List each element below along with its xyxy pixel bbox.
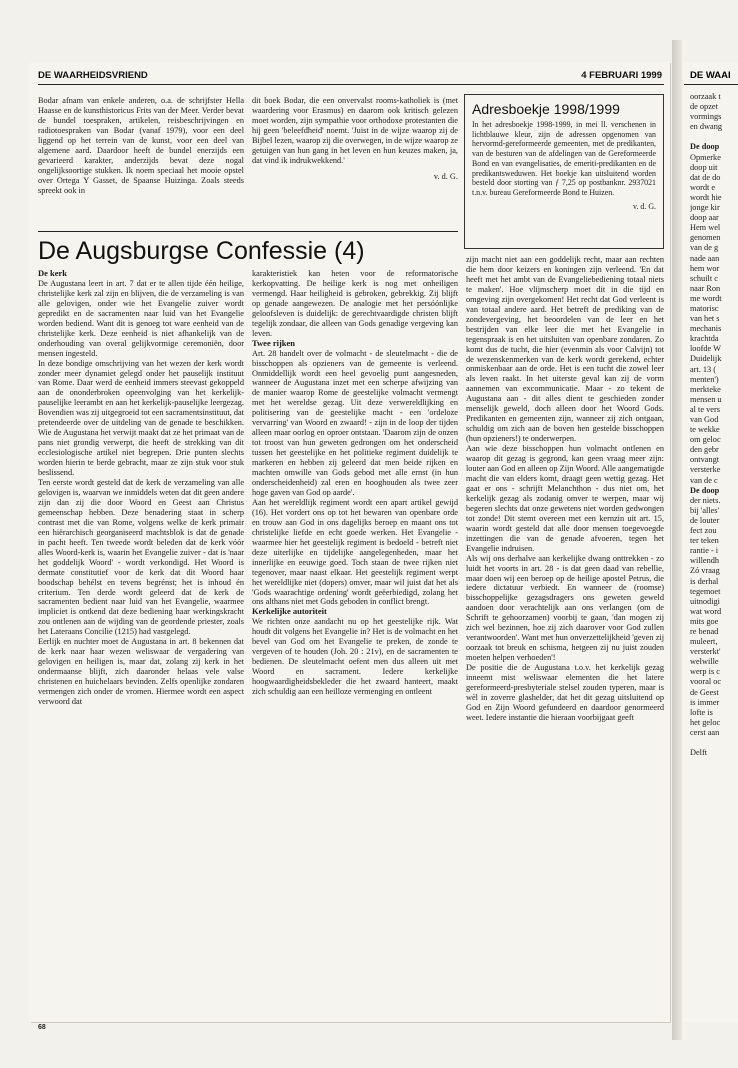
next-page-line: welwille [690,657,719,667]
article-paragraph: We richten onze aandacht nu op het geestelijke rijk. Wat houdt dit volgens het Evangelie in? Het is de volmacht en het bevel van God om het Evangelie te preken, de zonde te vergeven of te houden (Joh. 20 : 21v), en de sacramenten te bedienen. De sleutelmacht oefent men dus alleen uit met Woord en sacrament. Iedere kerkelijke hoogwaardigheidsbekleder die het zwaard hanteert, maakt zich schuldig aan een heilloze vermenging en ontleent [252,617,458,697]
next-page-header: DE WAAI [690,70,731,81]
running-header [38,70,662,82]
next-page-line: van de g [690,243,719,253]
notice-signature: v. d. G. [633,201,656,211]
section-heading: De kerk [38,269,68,278]
next-page-line: menten') [690,374,719,384]
next-page-line: De doop [690,142,720,152]
next-page-line: merkteke [690,384,721,394]
intro-signature: v. d. G. [433,171,458,181]
next-page-line: doop uit [690,162,718,172]
next-page-line: bij 'alles' [690,505,720,515]
next-page-line: Delft [690,748,708,758]
next-page-line: Zó vraag [690,566,720,576]
next-page-line: versterke [690,465,721,475]
next-page-line: De doop [690,485,720,495]
next-page-line: nade aan [690,253,720,263]
next-page-line [690,738,738,748]
next-page-line: uitnodigi [690,596,720,606]
intro-col2-text: dit boek Bodar, die een onvervalst rooms-katholiek is (met waardering voor Erasmus) en daarom ook kritisch gelezen moet worden, zijn sympathie voor orthodoxe protestanten die hij geen 'beleefdheid' noemt. 'Juist in de wijze waarop zij de Bijbel lezen, waarop zij die overwegen, in de wijze waarop ze getuigen van hun gang in het leven en hun keuzes maken, ja, dat vind ik indrukwekkend.' [252,96,458,165]
next-page-line: dat de do [690,172,721,182]
next-page-line: versterkt' [690,647,721,657]
next-page-line: de louter [690,515,720,525]
next-page-line: krachtda [690,334,719,344]
next-page-line: de Geest [690,687,719,697]
next-page-line: willendh [690,556,720,566]
intro-col1-text: Bodar afnam van enkele anderen, o.a. de schrijfster Hella Haasse en de kunsthistoricus Frits van der Meer. Verder bevat de bundel toespraken, artikelen, reisbeschrijvingen en radiotoespraken van Bodar (vanaf 1979), voor een deel liggend op het terrein van de kunst, voor een deel van algemene aard. Daardoor heeft de bundel enerzijds een gevarieerd karakter, anderzijds bevat deze nogal ongelijksoortige stukken. Ik noem speciaal het mooie opstel over Ortega Y Gasset, de Spaanse Huizinga. Zoals steeds spreekt ook in [38,96,244,195]
next-page-line: loofde W [690,344,721,354]
next-page-line: mits goe [690,616,719,626]
intro-rule [38,231,458,232]
article-column-2 [252,269,458,1014]
section-heading: Twee rijken [252,337,296,348]
article-paragraph: Als wij ons derhalve aan kerkelijke dwang onttrekken - zo luidt het voorts in art. 28 - is dat geen daad van rebellie, maar doen wij een beroep op de heilige apostel Petrus, die iedere dictatuur verbiedt. En wanneer de (roomse) bisschoppelijke gezagsdragers ons geweten geweld aandoen door verachtelijk aan ons verlangen (om de Schrift te gehoorzamen) voorbij te gaan, 'dan mogen zij zich wel bezinnen, hoe zij zich daarover voor God zullen verantwoorden'. Want met hun onverzettelijkheid 'geven zij oorzaak tot breuk en schisma, hetgeen zij nu juist zouden moeten helpen verhoeden'! [466,553,664,663]
article-paragraph: Ten eerste wordt gesteld dat de kerk de verzameling van alle gelovigen is, waarvan we inmiddels weten dat dit geen andere zijn dan zij die door Woord en Geest aan Christus gemeenschap hebben. Deze benadering staat in scherp contrast met die van Rome, volgens welke de kerk primair een hiërarchisch georganiseerd machtsblok is dat de genade in pacht heeft. Ten tweede wordt beleden dat de kerk vóór alles Woord-kerk is, waarin het Evangelie zuiver - dat is 'naar het goddelijk Woord' - wordt verkondigd. Het Woord is dermate constitutief voor de kerk dat dit Woord haar boodschap behélst en tevens begrénst; het is inhoud én criterium. Ten derde wordt geleerd dat de kerk de sacramenten bedient naar luid van het Evangelie, waarmee impliciet is ontkend dat deze bediening haar werkingskracht zou ontlenen aan de wijding van de geordende priester, zoals het Lateraans Concilie (1215) had vastgelegd. [38,478,244,637]
page-fold-shadow [672,40,682,1040]
next-page-line: hem wor [690,263,720,273]
article-paragraph: zijn macht niet aan een goddelijk recht, maar aan rechten die hem door keizers en koningen zijn verleend. 'En dat heeft met het ambt van de Evangeliebediening totaal niets te maken'. Hoe vlijmscherp moet dit in die tijd en omgeving zijn overgekomen! Het recht dat God verleent is van totaal andere aard. Het betreft de prediking van de zondevergeving, het beoordelen van de leer en het bestrijden van elke leer die met het Evangelie in tegenspraak is en het uitsluiten van openbare zondaren. Zo komt dus de tucht, die hier (evenmin als voor Calvijn) tot de wezenskenmerken van de kerk wordt gerekend, echter onmiskenbaar aan de orde. Het is een tucht die zowel leer als leven raakt. In het uiterste geval kan zij de vorm aannemen van excommunicatie. Maar - zo tekent de Augustana aan - dit alles dient te geschieden zonder menselijk geweld, doch alleen door het Woord Gods. Predikanten en gemeenten zijn, wanneer zij zich ontgaan, schuldig om zich aan de boven hen gestelde bisschoppen (hun opzieners!) te onderwerpen. [466,255,664,444]
next-page-line: om geloc [690,435,721,445]
next-page-line: het geloc [690,717,721,727]
issue-date: 4 FEBRUARI 1999 [581,70,662,81]
intro-column-2 [252,96,458,224]
next-page-line: mensen u [690,394,722,404]
next-page-line: van de c [690,475,718,485]
next-page-line: oorzaak t [690,92,721,101]
next-page-line: cerst aan [690,727,720,737]
article-paragraph: De positie die de Augustana t.o.v. het kerkelijk gezag inneemt mist weliswaar elementen die het latere gereformeerd-presbyteriale stelsel zouden typeren, maar is wèl in zoverre glashelder, dat het dit gezag uitsluitend op God en Zijn Woord gefundeerd en daardoor genormeerd weet. Iedere instantie die hieraan voorbijgaat geeft [466,663,664,722]
next-page-line: te wekke [690,425,720,435]
publication-name: DE WAARHEIDSVRIEND [38,70,148,81]
next-page-line: mechanis [690,324,722,334]
next-page-line: ter teken [690,536,719,546]
next-page-line: re benad [690,626,719,636]
next-page-line: ontvangt [690,455,720,465]
next-page-line [690,132,738,142]
next-page-line: muleert, [690,637,718,647]
next-page-line: art. 13 ( [690,364,717,374]
article-paragraph: Art. 28 handelt over de volmacht - de sleutelmacht - die de bisschoppen als opzieners van de gemeente is verleend. Onmiddellijk wordt een heel gevoelig punt aangesneden, wanneer de Augustana inzet met een scherpe afwijzing van de manier waarop Rome de geestelijke volmacht vermengt met het wereldse gezag. Uit deze verwereldlijking en politisering van de geestelijke macht - een 'ordeloze vervarring' van Woord en zwaard! - zijn in de loop der tijden alleen maar oorlog en oproer ontstaan. 'Daarom zijn de onzen tot troost van hun geweten gedrongen om het onderscheid tussen het geestelijke en het politieke regiment duidelijk te markeren en hebben zij geleerd dat men beide rijken en machten omwille van Gods gebod met alle ernst (in hun onderscheidenheid) zal eren en hooghouden als twee zeer hoge gaven van God op aarde'. [252,348,458,497]
next-page-line: wat word [690,606,722,616]
next-page-line: vooral oc [690,677,722,687]
next-page-text [690,92,738,758]
article-paragraph: In deze bondige omschrijving van het wezen der kerk wordt zonder meer dynamiet gelegd onder het pauselijk instituut van Rome. Daar werd de eenheid immers steevast gekoppeld aan de ononderbroken opeenvolging van het kerkelijk-pauselijke leerambt en aan het kerkelijk-pauselijke leergezag. Bovendien was zij uitgegroeid tot een sacramentsinstituut, dat pretendeerde over de uitdeling van de genade te beschikken. Wie de Augustana het verwijt maakt dat ze het primaat van de pans niet grondig verwerpt, die heeft de strekking van dit ecclesiologische artikel niet begrepen. Drie punten slechts worden hierin te berde gebracht, maar ze zijn stuk voor stuk beslissend. [38,358,244,478]
next-page-line: matorisc [690,303,719,313]
next-page-line: Duidelijk [690,354,722,364]
header-rule [38,84,664,85]
next-page-line: jonge kir [690,203,720,213]
next-page-line: is derhal [690,576,719,586]
next-page-line: is immer [690,697,720,707]
article-column-3 [466,255,664,1015]
next-page-line: wordt e [690,182,716,192]
next-page-line: en dwang [690,122,723,132]
article-paragraph: karakteristiek kan heten voor de reformatorische kerkopvatting. De heilige kerk is nog met onheiligen vermengd. Haar heiligheid is gebroken, gebrekkig. Zij blijft op genade aangewezen. De analogie met het persóónlijke geloofsleven is duidelijk: de gerechtvaardigde christen blijft tegelijk zondaar, die alleen van Gods genadige vergeving kan leven. [252,269,458,338]
article-paragraph: De Augustana leert in art. 7 dat er te allen tijde één heilige, christelijke kerk zal zijn en blijven, die de verzameling is van alle gelovigen, onder wie het Evangelie zuiver wordt gepredikt en de sacramenten naar luid van het Evangelie worden bediend. Want dit is genoeg tot ware eenheid van de christelijke kerk. Deze eenheid is niet afhankelijk van de onderhouding van overal gelijkvormige ceremoniën, door mensen ingesteld. [38,278,244,358]
page-number: 68 [38,1024,46,1031]
notice-title: Adresboekje 1998/1999 [472,101,620,117]
next-page-line: vormings [690,112,722,122]
next-page-line: fect zou [690,526,717,536]
notice-body: In het adresboekje 1998-1999, in mei ll. verschenen in lichtblauwe kleur, zijn de adressen opgenomen van hervormd-gereformeerde gemeenten, met de predikanten, van de besturen van de afdelingen van de Gereformeerde Bond en van evangelisaties, de emeriti-predikanten en de predikantsweduwen. Het boekje kan uitsluitend worden besteld door storting van ƒ 7,25 op postbanknr. 2937021 t.n.v. bureau Gereformeerde Bond te Huizen. [472,120,656,197]
next-page-line: de opzet [690,102,718,112]
next-page-rule [684,84,738,85]
next-page-line: genomen [690,233,721,243]
section-heading: Kerkelijke autoriteit [252,606,327,617]
next-page-line: schuilt c [690,273,718,283]
next-page-line: van God [690,415,719,424]
article-column-1 [38,269,244,1014]
next-page-line: werp is c [690,667,720,677]
next-page-line: me wordt [690,293,722,303]
next-page-line: van het s [690,314,720,324]
article-paragraph: Aan het wereldlijk regiment wordt een apart artikel gewijd (16). Het vordert ons op tot het bewaren van openbare orde en trouw aan God in ons dagelijks beroep en maant ons tot christelijke liefde en echt goede werken. Het Evangelie - waarmee hier het geestelijk regiment is bedoeld - betreft niet deze uiterlijke en tijdelijke aangelegenheden, maar het innerlijke en eeuwige goed. Toch staan de twee rijken niet tegenover, maar naast elkaar. Het geestelijk regiment werpt het wereldlijke niet (dopers) omver, maar wil juist dat het als 'Gods waarachtige ordening' wordt geëerbiedigd, zolang het ons althans niet met Gods geboden in conflict brengt. [252,497,458,607]
next-page-line: lofte is [690,707,713,717]
next-page-line: Opmerke [690,152,721,162]
intro-column-1 [38,96,244,224]
next-page-line: al te vers [690,404,720,414]
next-page-line: Hem wel [690,223,721,233]
address-book-notice [464,94,664,249]
next-page-edge [684,62,738,1022]
article-paragraph: Aan wie deze bisschoppen hun volmacht ontlenen en waarop dit gezag is gegrond, kan geen vraag meer zijn: louter aan God en alleen op Zijn Woord. Alle aangematigde macht die van elders komt, draagt geen wettig gezag. Het gaat er ons - schrijft Melanchthon - dus niet om, het kerkelijk gezag als zodanig omver te werpen, maar wij begeren slechts dat onze gewetens niet worden gedwongen tot zonde! Dit stemt overeen met een kernzin uit art. 15, waarin wordt gesteld dat alle door mensen toegevoegde inzettingen die van de genade afvoeren, tegen het Evangelie indruisen. [466,444,664,553]
next-page-line: der niets. [690,495,721,505]
next-page-line: den gebr [690,445,719,455]
next-page-line: doop aar [690,213,719,223]
next-page-line: tegemoet [690,586,721,596]
next-page-line: naar Ron [690,283,721,293]
next-page-line: wordt hie [690,192,722,202]
next-page-line: rantie - i [690,546,719,556]
article-paragraph: Eerlijk en nuchter moet de Augustana in art. 8 bekennen dat de kerk naar haar wezen weliswaar de vergadering van gelovigen en heiligen is, maar dat, zolang zij kerk in het ondermaanse blijft, zich daaronder helaas vele valse christenen en huichelaars bevinden. Zelfs openlijke zondaren vermengen zich onder de vromen. Hiermee wordt een aspect verwoord dat [38,637,244,706]
article-title: De Augsburgse Confessie (4) [38,237,365,265]
